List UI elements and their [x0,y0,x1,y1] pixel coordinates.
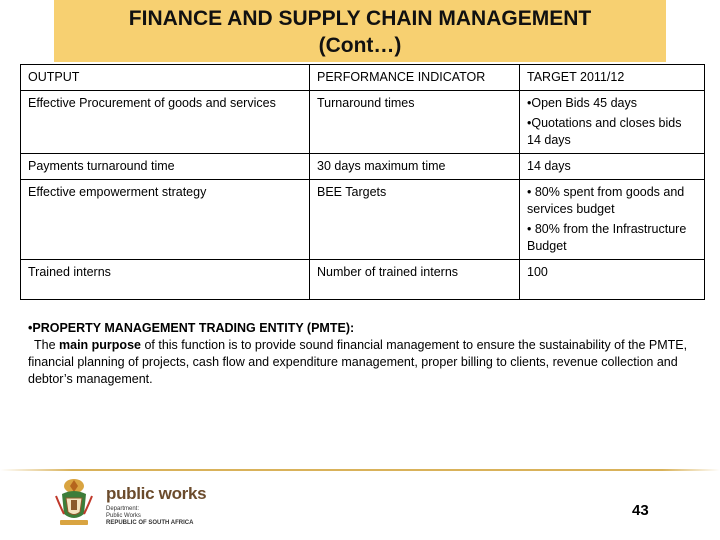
logo-subtitle-line: Department: [106,506,140,512]
target-item: 100 [527,265,548,279]
table-row [21,260,705,300]
logo-subtitle [106,506,206,527]
page-title-line-2: (Cont…) [318,34,402,57]
logo-subtitle-line: Public Works [106,513,141,519]
target-item: • 80% from the Infrastructure Budget [527,222,687,253]
cell-indicator: Number of trained interns [310,260,520,300]
cell-output: Payments turnaround time [21,154,310,180]
table-row [21,180,705,260]
column-header-indicator: PERFORMANCE INDICATOR [310,65,520,91]
table-row [21,91,705,154]
cell-target [520,91,705,154]
pmte-section [28,320,698,388]
body-lead: The [34,338,60,352]
page-number: 43 [632,502,649,519]
body-text: of this function is to provide sound financial management to ensure the sustainability of the PMTE, financial planning of projects, cash flow and expenditure management, proper billing to clients, revenue collection and debtor’s management. [28,338,688,386]
cell-indicator: BEE Targets [310,180,520,260]
cell-output: Effective Procurement of goods and services [21,91,310,154]
cell-output: Effective empowerment strategy [21,180,310,260]
table-row [21,154,705,180]
column-header-output: OUTPUT [21,65,310,91]
department-logo [50,476,210,532]
cell-target [520,154,705,180]
table-header-row [21,65,705,91]
logo-subtitle-line: REPUBLIC OF SOUTH AFRICA [106,520,194,526]
target-item: •Quotations and closes bids 14 days [527,116,682,147]
cell-indicator: 30 days maximum time [310,154,520,180]
cell-indicator: Turnaround times [310,91,520,154]
cell-output: Trained interns [21,260,310,300]
footer-divider [0,469,720,471]
target-item: 14 days [527,159,571,173]
logo-wordmark: public works [106,484,207,503]
section-heading: •PROPERTY MANAGEMENT TRADING ENTITY (PMTE): [28,321,355,335]
body-emphasis: main purpose [59,338,141,352]
column-header-target: TARGET 2011/12 [520,65,705,91]
target-item: • 80% spent from goods and services budget [527,185,685,216]
performance-table [20,64,705,300]
section-body [28,337,698,388]
title-banner [54,0,666,62]
page-title-line-1: FINANCE AND SUPPLY CHAIN MANAGEMENT [128,7,592,30]
coat-of-arms-icon [50,476,98,530]
target-item: •Open Bids 45 days [527,96,637,110]
cell-target [520,260,705,300]
cell-target [520,180,705,260]
page-title [54,0,666,59]
